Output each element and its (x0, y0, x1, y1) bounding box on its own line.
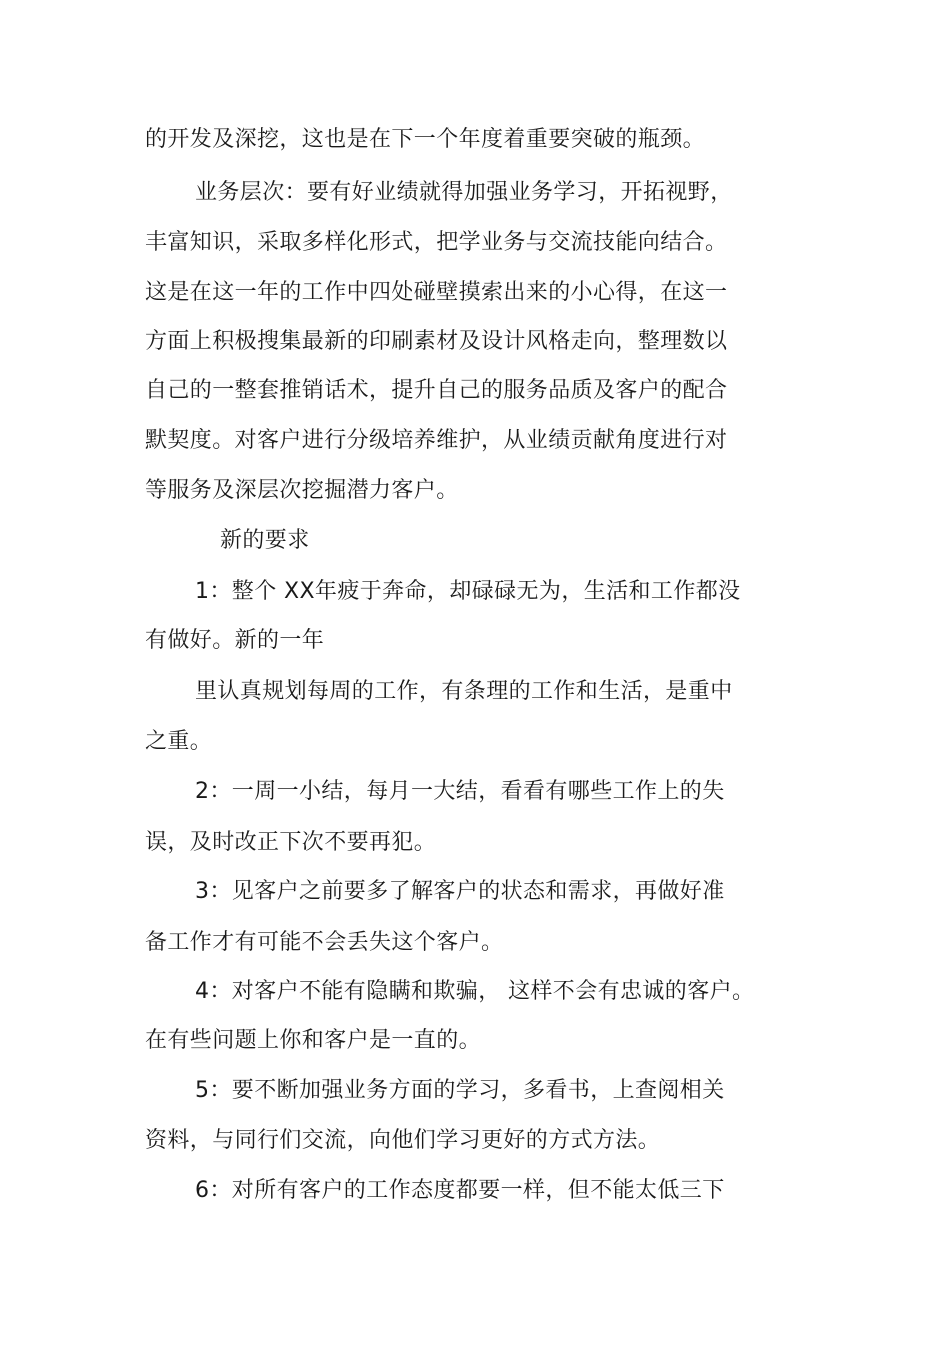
list-item-4: 4：对客户不能有隐瞒和欺骗， 这样不会有忠诚的客户。 (195, 979, 755, 1004)
text-line: 丰富知识，采取多样化形式，把学业务与交流技能向结合。 (145, 230, 728, 255)
text-line: 等服务及深层次挖掘潜力客户。 (145, 478, 459, 503)
text-line: 之重。 (145, 729, 213, 754)
list-item-1: 1：整个 XX年疲于奔命，却碌碌无为，生活和工作都没 (195, 579, 741, 604)
section-heading: 新的要求 (220, 528, 310, 553)
list-item-5: 5：要不断加强业务方面的学习，多看书，上查阅相关 (195, 1078, 725, 1103)
text-line: 有做好。新的一年 (145, 628, 325, 653)
text-line: 默契度。对客户进行分级培养维护，从业绩贡献角度进行对 (145, 428, 728, 453)
text-line: 业务层次：要有好业绩就得加强业务学习，开拓视野， (195, 180, 733, 205)
text-line: 自己的一整套推销话术，提升自己的服务品质及客户的配合 (145, 378, 728, 403)
text-line: 的开发及深挖，这也是在下一个年度着重要突破的瓶颈。 (145, 127, 706, 152)
text-line: 里认真规划每周的工作，有条理的工作和生活，是重中 (195, 679, 733, 704)
text-line: 在有些问题上你和客户是一直的。 (145, 1028, 482, 1053)
list-item-6: 6：对所有客户的工作态度都要一样，但不能太低三下 (195, 1178, 725, 1203)
list-item-3: 3：见客户之前要多了解客户的状态和需求，再做好准 (195, 879, 725, 904)
text-line: 方面上积极搜集最新的印刷素材及设计风格走向，整理数以 (145, 329, 728, 354)
text-line: 备工作才有可能不会丢失这个客户。 (145, 930, 504, 955)
text-line: 这是在这一年的工作中四处碰壁摸索出来的小心得，在这一 (145, 280, 728, 305)
text-line: 误，及时改正下次不要再犯。 (145, 830, 437, 855)
list-item-2: 2：一周一小结，每月一大结，看看有哪些工作上的失 (195, 779, 725, 804)
text-line: 资料，与同行们交流，向他们学习更好的方式方法。 (145, 1128, 661, 1153)
